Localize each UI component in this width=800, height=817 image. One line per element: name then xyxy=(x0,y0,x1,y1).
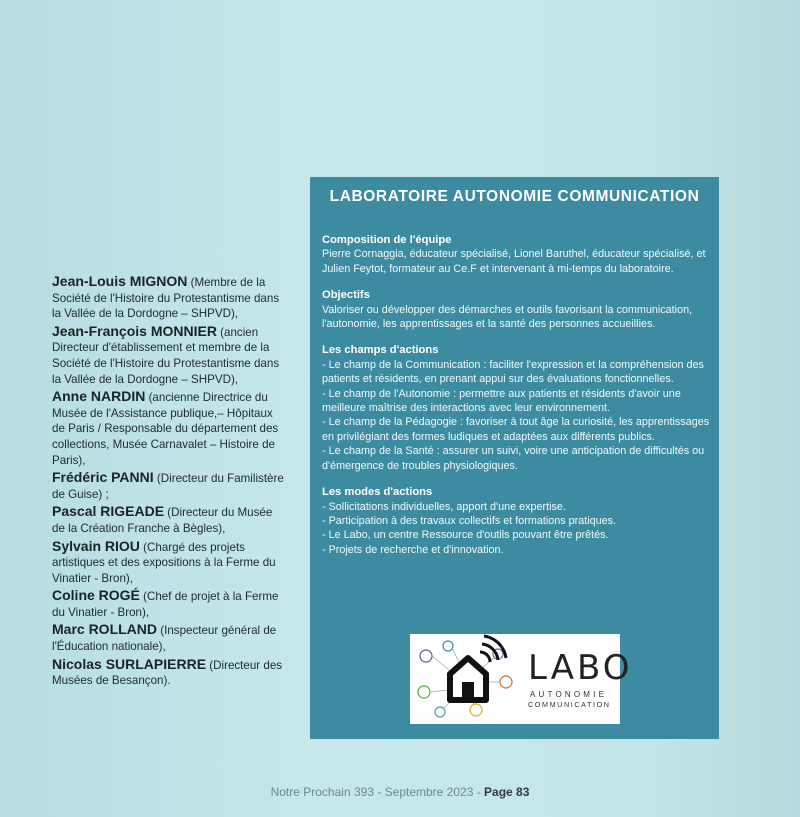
section-text: Pierre Cornaggia, éducateur spécialisé, Lionel Baruthel, éducateur spécialisé, et Julien Feytot, formateur au Ce.F et intervenant à mi-temps du laboratoire. xyxy=(322,248,706,275)
champs-list xyxy=(322,358,710,473)
page-number: Page 83 xyxy=(484,785,530,799)
name-entry: Coline ROGÉ (Chef de projet à la Ferme du Vinatier - Bron), xyxy=(52,587,279,619)
names-list xyxy=(52,274,284,691)
name-entry: Anne NARDIN (ancienne Directrice du Musée de l'Assistance publique,– Hôpitaux de Paris / Responsable du département des collections, Musée Carnavalet – Histoire de Paris), xyxy=(52,388,279,467)
box-title: LABORATOIRE AUTONOMIE COMMUNICATION xyxy=(329,188,700,205)
labo-logo xyxy=(410,634,633,724)
box-content xyxy=(322,233,710,569)
bleed-through-heading xyxy=(270,86,275,107)
list-item: - Le champ de la Pédagogie : favoriser à tout âge la curiosité, les apprentissages en privilégiant des formes ludiques et adaptées aux différents publics. xyxy=(322,416,710,443)
section-text: Valoriser ou développer des démarches et outils favorisant la communication, l'autonomie, les apprentissages et la santé des personnes accueillies. xyxy=(322,303,693,331)
name-entry: Pascal RIGEADE (Directeur du Musée de la Création Franche à Bègles), xyxy=(52,503,273,535)
list-item: - Le champ de la Santé : assurer un suivi, voire une anticipation de difficultés ou d'émergence de troubles physiologiques. xyxy=(322,445,705,472)
logo-title: LABO xyxy=(528,648,633,688)
section-heading: Composition de l'équipe xyxy=(322,234,452,246)
section-heading: Objectifs xyxy=(322,289,370,302)
list-item: - Projets de recherche et d'innovation. xyxy=(322,543,504,556)
footer-text: Notre Prochain 393 - Septembre 2023 - xyxy=(270,785,485,799)
logo-line2: COMMUNICATION xyxy=(528,700,611,709)
name-entry: Sylvain RIOU (Chargé des projets artistiques et des expositions à la Ferme du Vinatier - Bron), xyxy=(52,537,276,585)
page-footer xyxy=(0,785,800,799)
list-item: - Le Labo, un centre Ressource d'outils pouvant être prêtés. xyxy=(322,529,609,542)
section-heading: Les champs d'actions xyxy=(322,344,439,357)
section-objectifs xyxy=(322,288,710,331)
name-entry: Marc ROLLAND (Inspecteur général de l'Éducation nationale), xyxy=(52,621,277,654)
list-item: - Participation à des travaux collectifs et formations pratiques. xyxy=(322,514,617,527)
name-entry: Frédéric PANNI (Directeur du Familistère de Guise) ; xyxy=(52,469,284,501)
list-item: - Sollicitations individuelles, apport d'une expertise. xyxy=(322,500,566,513)
section-champs xyxy=(322,343,710,473)
modes-list xyxy=(322,500,710,558)
name-entry: Jean-Louis MIGNON (Membre de la Société de l'Histoire du Protestantisme dans la Vallée de la Dordogne – SHPVD), xyxy=(52,273,280,321)
list-item: - Le champ de l'Autonomie : permettre aux patients et résidents d'avoir une meilleure maîtrise des interactions avec leur environnement. xyxy=(322,387,681,415)
section-composition xyxy=(322,233,710,276)
section-modes xyxy=(322,485,710,557)
list-item: - Le champ de la Communication : faciliter l'expression et la compréhension des patients et résidents, en prenant appui sur des évaluations fonctionnelles. xyxy=(322,358,704,386)
name-entry: Nicolas SURLAPIERRE (Directeur des Musées de Besançon). xyxy=(52,655,283,688)
section-heading: Les modes d'actions xyxy=(322,486,433,499)
logo-line1: AUTONOMIE xyxy=(530,690,608,699)
house-wifi-icon xyxy=(410,634,525,724)
name-entry: Jean-François MONNIER (ancien Directeur d'établissement et membre de la Société de l'Histoire du Protestantisme dans la Vallée de la Dordogne – SHPVD), xyxy=(52,322,280,386)
laboratory-box xyxy=(310,177,719,739)
